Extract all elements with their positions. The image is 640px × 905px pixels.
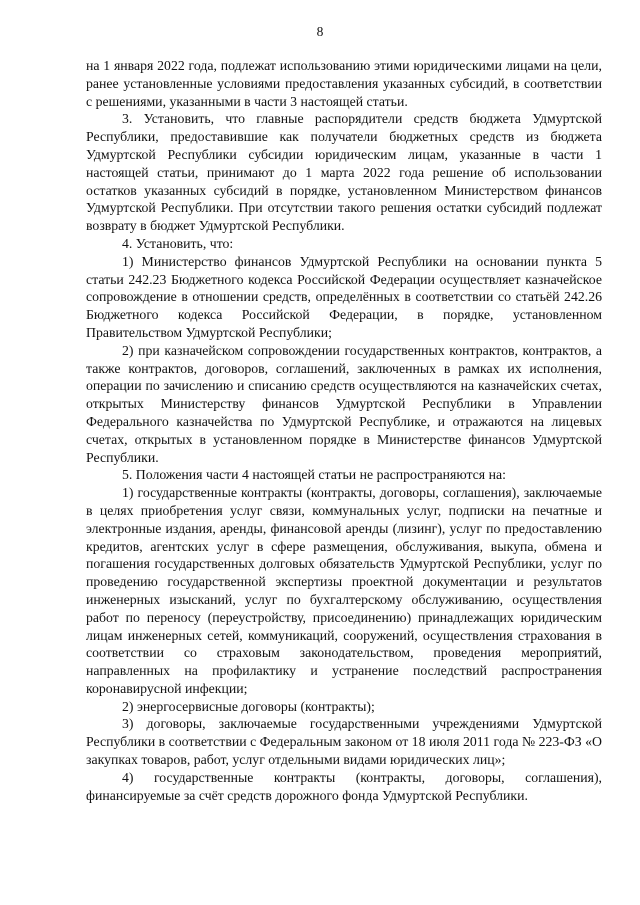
paragraph-continuation: на 1 января 2022 года, подлежат использованию этими юридическими лицами на цели, ранее установленные условиями предоставления указанных субсидий, в соответствии с решениями, указанными в части 3 настоящей статьи. [86, 58, 602, 109]
paragraph-part-5-item-2: 2) энергосервисные договоры (контракты); [122, 698, 375, 714]
paragraph-part-4-item-2: 2) при казначейском сопровождении государственных контрактов, контрактов, а также контрактов, договоров, соглашений, заключенных в рамках их исполнения, операции по зачислению и списанию средств осуществляются на казначейских счетах, открытых Министерству финансов Удмуртской Республики в Управлении Федерального казначейства по Удмуртской Республике, и отражаются на лицевых счетах, открытых в установленном порядке в Министерстве финансов Удмуртской Республики. [86, 342, 602, 465]
paragraph-part-5-intro: 5. Положения части 4 настоящей статьи не распространяются на: [122, 467, 506, 483]
paragraph-part-5-item-1: 1) государственные контракты (контракты, договоры, соглашения), заключаемые в целях приобретения услуг связи, коммунальных услуг, подписки на печатные и электронные издания, аренды, финансовой аренды (лизинг), услуг по предоставлению кредитов, агентских услуг в сфере размещения, обслуживания, выкупа, обмена и погашения государственных долговых обязательств Удмуртской Республики, услуг по проведению государственной экспертизы проектной документации и результатов инженерных изысканий, услуг по бухгалтерскому обслуживанию, осуществления работ по переносу (переустройству, присоединению) принадлежащих юридическим лицам инженерных сетей, коммуникаций, сооружений, осуществления страхования в соответствии со страховым законодательством, проведения мероприятий, направленных на профилактику и устранение последствий распространения коронавирусной инфекции; [86, 485, 602, 696]
paragraph-part-4-intro: 4. Установить, что: [122, 235, 234, 251]
paragraph-part-5-item-3: 3) договоры, заключаемые государственными учреждениями Удмуртской Республики в соответствии с Федеральным законом от 18 июля 2011 года № 223-ФЗ «О закупках товаров, работ, услуг отдельными видами юридических лиц»; [86, 716, 602, 768]
paragraph-part-4-item-1: 1) Министерство финансов Удмуртской Республики на основании пункта 5 статьи 242.23 Бюджетного кодекса Российской Федерации осуществляет казначейское сопровождение в отношении средств, определённых в соответствии со статьёй 242.26 Бюджетного кодекса Российской Федерации, в порядке, установленном Правительством Удмуртской Республики; [86, 253, 602, 340]
document-body [86, 57, 602, 804]
paragraph-part-3: 3. Установить, что главные распорядители средств бюджета Удмуртской Республики, предоставившие как получатели бюджетных средств из бюджета Удмуртской Республики субсидии юридическим лицам, указанные в части 1 настоящей статьи, принимают до 1 марта 2022 года решение об использовании остатков указанных субсидий в порядке, установленном Министерством финансов Удмуртской Республики. При отсутствии такого решения остатки субсидий подлежат возврату в бюджет Удмуртской Республики. [86, 111, 602, 234]
page-number: 8 [316, 24, 324, 39]
paragraph-part-5-item-4: 4) государственные контракты (контракты, договоры, соглашения), финансируемые за счёт средств дорожного фонда Удмуртской Республики. [86, 769, 602, 803]
